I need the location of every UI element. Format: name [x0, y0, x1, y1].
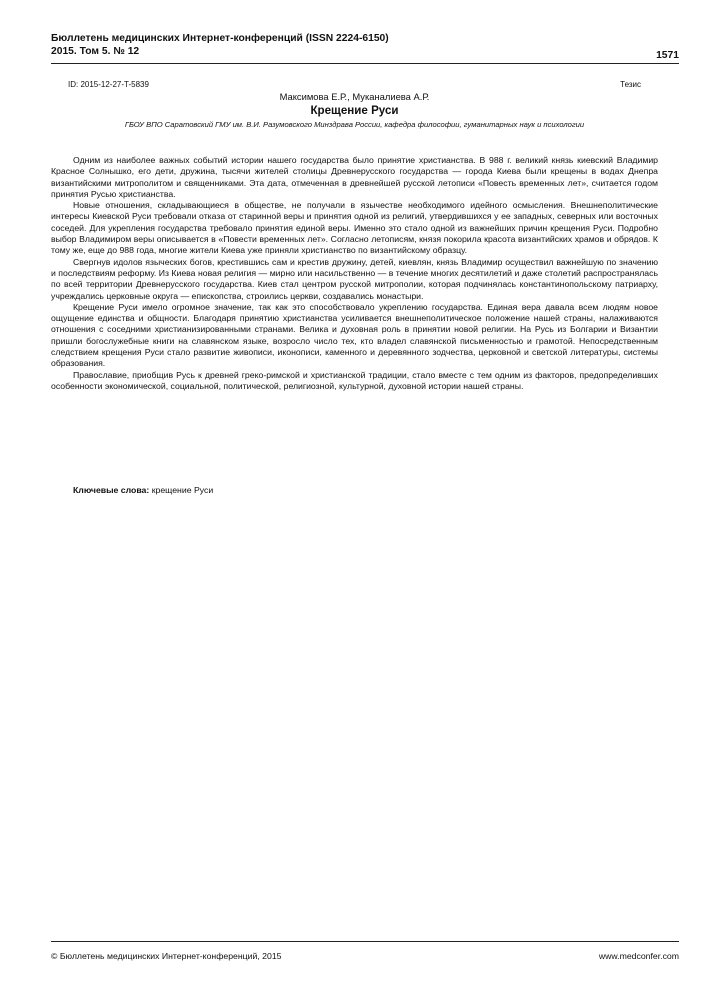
paragraph: Крещение Руси имело огромное значение, так как это способствовало укреплению государства. Единая вера давала всем людям новое ощущение единства и общности. Благодаря принятию христианства усиливается внешнеполитическое положение нашей страны, налаживаются отношения с соседними христианизированными странами. Велика и духовная роль в принятии новой религии. На Русь из Болгарии и Византии пришли богослужебные книги на славянском языке, возросло число тех, кто владел славянской письменностью и грамотой. Непосредственным следствием крещения Руси стало развитие живописи, иконописи, каменного и деревянного зодчества, церковной и светской литературы, системы образования.: [51, 301, 658, 369]
footer-copyright: © Бюллетень медицинских Интернет-конференций, 2015: [51, 951, 282, 961]
header-divider: [51, 63, 679, 64]
paragraph: Свергнув идолов языческих богов, крестившись сам и крестив дружину, детей, киевлян, князь Владимир осуществил важнейшую по значению и последствиям реформу. Из Киева новая религия — мирно или насильственно — в течение многих десятилетий и даже столетий распространялась по всей территории Древнерусского государства. Киев стал центром русской митрополии, которая подчинялась константинопольскому патриарху, учреждались церковные округа — епископства, строились церкви, создавались монастыри.: [51, 256, 658, 301]
article-meta: [68, 80, 641, 89]
paragraph: Православие, приобщив Русь к древней греко-римской и христианской традиции, стало вместе с тем одним из факторов, предопределивших особенности экономической, социальной, политической, религиозной, культурной, духовной истории нашей страны.: [51, 369, 658, 391]
article-authors: Максимова Е.Р., Муканалиева А.Р.: [279, 91, 430, 102]
footer-website-link[interactable]: www.medconfer.com: [598, 951, 679, 961]
keywords-label: Ключевые слова:: [73, 485, 150, 495]
article-id: ID: 2015-12-27-T-5839: [68, 80, 149, 89]
journal-issue: 2015. Том 5. № 12: [51, 46, 140, 57]
journal-title: Бюллетень медицинских Интернет-конференций (ISSN 2224-6150): [51, 33, 389, 44]
footer-divider: [51, 941, 679, 942]
page-footer: [51, 951, 679, 961]
keywords-value: крещение Руси: [149, 485, 214, 495]
page-number: 1571: [656, 50, 679, 61]
article-type: Тезис: [620, 80, 641, 89]
article-title: Крещение Руси: [310, 104, 399, 117]
article-body: [51, 155, 658, 392]
paragraph: Новые отношения, складывающиеся в обществе, не получали в язычестве необходимого идейного осмысления. Внешнеполитические интересы Киевской Руси требовали отказа от старинной веры и принятия одной из религий, утвердившихся у ее западных, северных или восточных соседей. Для укрепления государства требовало принятия единой веры. Именно это стало одной из важнейших причин крещения Руси. Подробно выбор Владимиром веры описывается в «Повести временных лет». Согласно летописям, князя покорила красота византийских храмов и обрядов. К тому же, еще до 988 года, многие жители Киева уже приняли христианство по византийскому образцу.: [51, 200, 658, 256]
keywords: [73, 485, 213, 495]
paragraph: Одним из наиболее важных событий истории нашего государства было принятие христианства. В 988 г. великий князь киевский Владимир Красное Солнышко, его дети, дружина, тысячи жителей столицы Древнерусского государства — города Киева были крещены в водах Днепра византийскими митрополитом и священниками. Эта дата, отмеченная в древнейшей русской летописи «Повесть временных лет», считается годом принятия Русью христианства.: [51, 155, 658, 199]
journal-header: [51, 32, 679, 58]
article-affiliation: ГБОУ ВПО Саратовский ГМУ им. В.И. Разумовского Минздрава России, кафедра философии, гуманитарных наук и психологии: [124, 120, 585, 129]
